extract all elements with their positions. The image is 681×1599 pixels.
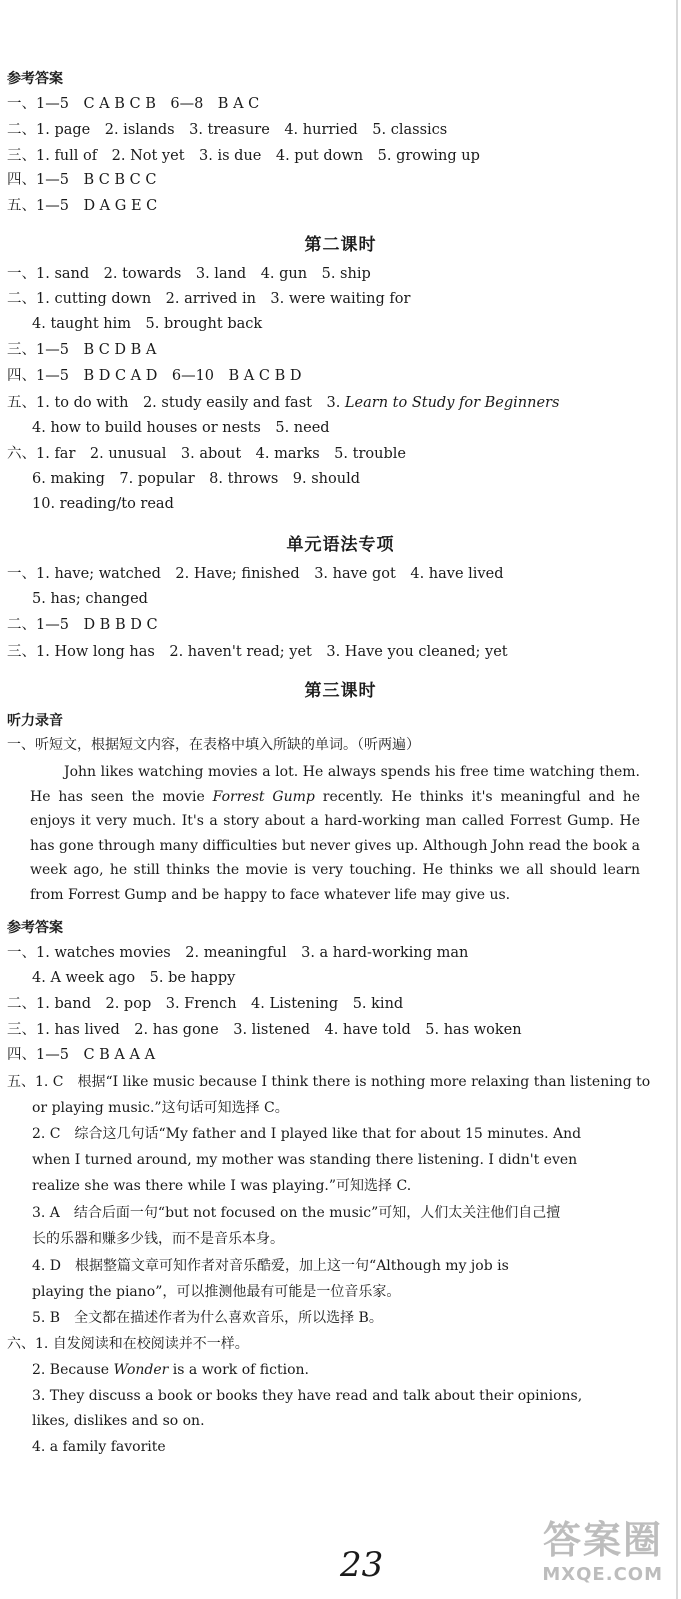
- answer-line: 二、1. band 2. pop 3. French 4. Listening 5. kind: [7, 996, 404, 1012]
- answer-line: 5. has; changed: [32, 591, 148, 607]
- book-title: Wonder: [113, 1362, 169, 1378]
- answer-line: 三、1—5 B C D B A: [7, 342, 157, 358]
- answer-line: 二、1. page 2. islands 3. treasure 4. hurried 5. classics: [7, 122, 448, 138]
- answer-line: 一、1. have; watched 2. Have; finished 3. have got 4. have lived: [7, 566, 504, 582]
- answer-line: 二、1. cutting down 2. arrived in 3. were waiting for: [7, 291, 411, 307]
- answer-line: 四、1—5 B D C A D 6—10 B A C B D: [7, 368, 302, 384]
- answer-line: 4. a family favorite: [32, 1439, 166, 1455]
- answer-line: 五、1. C 根据“I like music because I think there is nothing more relaxing than listening to: [7, 1074, 651, 1090]
- answer-line: 2. C 综合这几句话“My father and I played like that for about 15 minutes. And: [32, 1126, 582, 1142]
- watermark-logo-text: 答案圈: [542, 1518, 663, 1562]
- answer-line: 长的乐器和赚多少钱，而不是音乐本身。: [32, 1231, 284, 1247]
- handwritten-page-number: 23: [340, 1545, 384, 1585]
- answer-line: 5. B 全文都在描述作者为什么喜欢音乐，所以选择 B。: [32, 1310, 383, 1326]
- movie-title: Forrest Gump: [212, 788, 315, 805]
- answer-line: 6. making 7. popular 8. throws 9. should: [32, 471, 361, 487]
- answer-line: likes, dislikes and so on.: [32, 1413, 205, 1429]
- lesson-three-heading: 第三课时: [304, 681, 377, 701]
- answer-line: 4. D 根据整篇文章可知作者对音乐酷爱，加上这一句“Although my job is: [32, 1258, 509, 1274]
- listening-heading: 听力录音: [7, 713, 63, 729]
- answer-line: 三、1. full of 2. Not yet 3. is due 4. put down 5. growing up: [7, 148, 480, 164]
- answer-text: 五、1. to do with 2. study easily and fast 3.: [7, 395, 345, 411]
- answer-line: realize she was there while I was playing.”可知选择 C.: [32, 1178, 412, 1194]
- answer-line: 六、1. far 2. unusual 3. about 4. marks 5. trouble: [7, 446, 406, 462]
- grammar-heading: 单元语法专项: [286, 535, 395, 555]
- answer-line: 三、1. has lived 2. has gone 3. listened 4. have told 5. has woken: [7, 1022, 522, 1038]
- watermark-url: MXQE.COM: [542, 1564, 663, 1585]
- answer-line: 一、1. watches movies 2. meaningful 3. a hard-working man: [7, 945, 469, 961]
- answer-line: 二、1—5 D B B D C: [7, 617, 158, 633]
- book-title: Learn to Study for Beginners: [344, 395, 560, 411]
- task-instruction: 一、听短文，根据短文内容，在表格中填入所缺的单词。（听两遍）: [7, 737, 420, 753]
- answer-line: 一、1. sand 2. towards 3. land 4. gun 5. ship: [7, 266, 371, 282]
- answer-line: 4. taught him 5. brought back: [32, 316, 263, 332]
- answer-line: 四、1—5 B C B C C: [7, 172, 157, 188]
- answer-text: is a work of fiction.: [168, 1362, 309, 1378]
- answer-line: 三、1. How long has 2. haven't read; yet 3. Have you cleaned; yet: [7, 644, 508, 660]
- watermark: [542, 1509, 663, 1585]
- page-edge-divider: [676, 0, 678, 1599]
- answer-line: [7, 393, 559, 413]
- passage-text: recently. He thinks it's meaningful and he enjoys it very much. It's a story about a hard-working man called Forrest Gump. He has gone through many difficulties but never gives up. Although John read the book a week ago, he still thinks the movie is very touching. He thinks we all should learn from Forrest Gump and be happy to face whatever life may give us.: [30, 788, 641, 903]
- answer-line: or playing music.”这句话可知选择 C。: [32, 1100, 289, 1116]
- answer-line: 五、1—5 D A G E C: [7, 198, 158, 214]
- answer-line: 4. A week ago 5. be happy: [32, 970, 236, 986]
- lesson-two-heading: 第二课时: [304, 235, 377, 255]
- answer-line: 3. They discuss a book or books they have read and talk about their opinions,: [32, 1388, 583, 1404]
- answer-line: 3. A 结合后面一句“but not focused on the music”可知，人们太关注他们自己擅: [32, 1205, 561, 1221]
- answer-line: 六、1. 自发阅读和在校阅读并不一样。: [7, 1336, 249, 1352]
- answer-line: when I turned around, my mother was standing there listening. I didn't even: [32, 1152, 578, 1168]
- answer-line: 一、1—5 C A B C B 6—8 B A C: [7, 96, 260, 112]
- answer-line: playing the piano”，可以推测他最有可能是一位音乐家。: [32, 1284, 401, 1300]
- answer-key-heading: 参考答案: [7, 71, 63, 87]
- answer-line: 4. how to build houses or nests 5. need: [32, 420, 330, 436]
- passage-text: John likes watching movies a lot. He always spends his free time watching them. He has seen the movie: [30, 764, 640, 805]
- answer-line: 四、1—5 C B A A A: [7, 1047, 156, 1063]
- listening-passage: [30, 760, 640, 907]
- answer-line: [32, 1360, 309, 1380]
- answer-key-heading: 参考答案: [7, 920, 63, 936]
- answer-text: 2. Because: [32, 1362, 114, 1378]
- answer-line: 10. reading/to read: [32, 496, 174, 512]
